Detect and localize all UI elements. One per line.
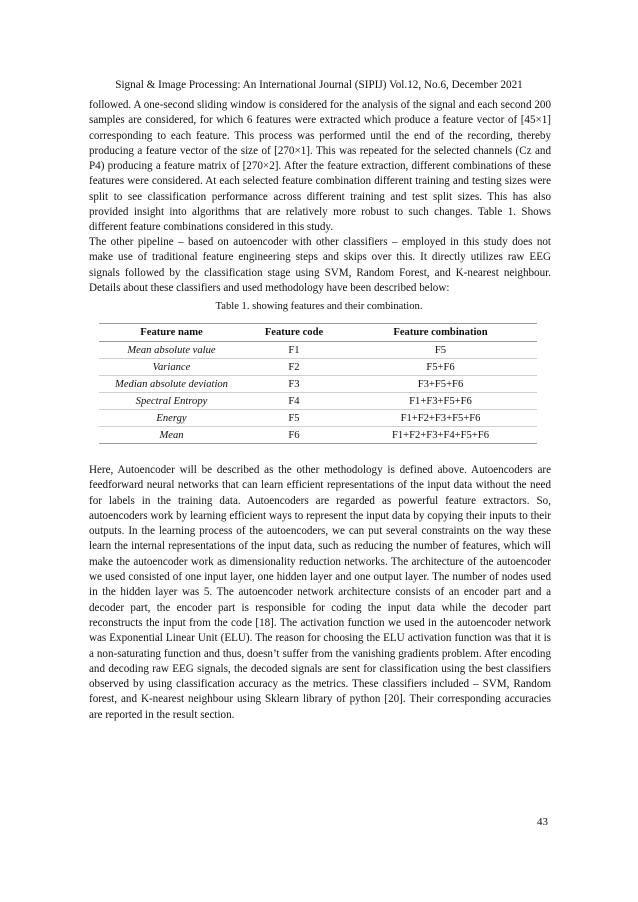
cell-feature-combination: F1+F3+F5+F6 (344, 393, 537, 410)
cell-feature-code: F6 (244, 427, 344, 444)
paragraph-feature-extraction: followed. A one-second sliding window is considered for the analysis of the signal and each second 200 samples are considered, for which 6 features were extracted which produce a feature vector of [45×1] corresponding to each feature. This process was performed until the end of the recording, thereby producing a feature vector of the size of [270×1]. This was repeated for the selected channels (Cz and P4) producing a feature matrix of [270×2]. After the feature extraction, different combinations of these features were considered. At each selected feature combination different training and testing sizes were split to see classification performance across different training and test split sizes. This has also provided insight into algorithms that are relatively more robust to such changes. Table 1. Shows different feature combinations considered in this study. (89, 99, 551, 234)
page-number: 43 (537, 816, 548, 828)
cell-feature-name: Energy (99, 410, 244, 427)
cell-feature-combination: F1+F2+F3+F5+F6 (344, 410, 537, 427)
cell-feature-combination: F1+F2+F3+F4+F5+F6 (344, 427, 537, 444)
feature-table (99, 323, 537, 444)
cell-feature-name: Variance (99, 359, 244, 376)
cell-feature-name: Mean absolute value (99, 342, 244, 359)
cell-feature-code: F2 (244, 359, 344, 376)
cell-feature-name: Spectral Entropy (99, 393, 244, 410)
running-header: Signal & Image Processing: An International Journal (SIPIJ) Vol.12, No.6, December 2021 (115, 79, 523, 91)
table-row (99, 427, 537, 444)
table-row (99, 359, 537, 376)
column-header-feature-code: Feature code (244, 324, 344, 342)
cell-feature-name: Mean (99, 427, 244, 444)
table-row (99, 342, 537, 359)
column-header-feature-name: Feature name (99, 324, 244, 342)
table-header-row (99, 324, 537, 342)
cell-feature-code: F1 (244, 342, 344, 359)
cell-feature-code: F4 (244, 393, 344, 410)
cell-feature-code: F3 (244, 376, 344, 393)
table-row (99, 393, 537, 410)
table-row (99, 376, 537, 393)
cell-feature-code: F5 (244, 410, 344, 427)
table-caption: Table 1. showing features and their combination. (215, 301, 423, 312)
cell-feature-combination: F5 (344, 342, 537, 359)
cell-feature-combination: F3+F5+F6 (344, 376, 537, 393)
cell-feature-name: Median absolute deviation (99, 376, 244, 393)
paragraph-autoencoder-pipeline: The other pipeline – based on autoencoder with other classifiers – employed in this study does not make use of traditional feature engineering steps and skips over this. It directly utilizes raw EEG signals followed by the classification stage using SVM, Random Forest, and K-nearest neighbour. Details about these classifiers and used methodology have been described below: (89, 236, 551, 294)
cell-feature-combination: F5+F6 (344, 359, 537, 376)
table-row (99, 410, 537, 427)
paragraph-autoencoder-description: Here, Autoencoder will be described as the other methodology is defined above. Autoencoders are feedforward neural networks that can learn efficient representations of the input data without the need for labels in the training data. Autoencoders are regarded as powerful feature extractors. So, autoencoders work by learning efficient ways to represent the input data by copying their inputs to their outputs. In the learning process of the autoencoders, we can put several constraints on the way these learn the internal representations of the input data, such as reducing the number of features, which will make the autoencoder work as dimensionality reduction networks. The architecture of the autoencoder we used consisted of one input layer, one hidden layer and one output layer. The number of nodes used in the hidden layer was 5. The autoencoder network architecture consists of an encoder part and a decoder part, the encoder part is responsible for coding the input data while the decoder part reconstructs the input from the code [18]. The activation function we used in the autoencoder network was Exponential Linear Unit (ELU). The reason for choosing the ELU activation function was that it is a non-saturating function and thus, doesn’t suffer from the vanishing gradients problem. After encoding and decoding raw EEG signals, the decoded signals are sent for classification using the best classifiers observed by using classification accuracy as the metrics. These classifiers included – SVM, Random forest, and K-nearest neighbour using Sklearn library of python [20]. Their corresponding accuracies are reported in the result section. (89, 464, 551, 721)
column-header-feature-combination: Feature combination (344, 324, 537, 342)
